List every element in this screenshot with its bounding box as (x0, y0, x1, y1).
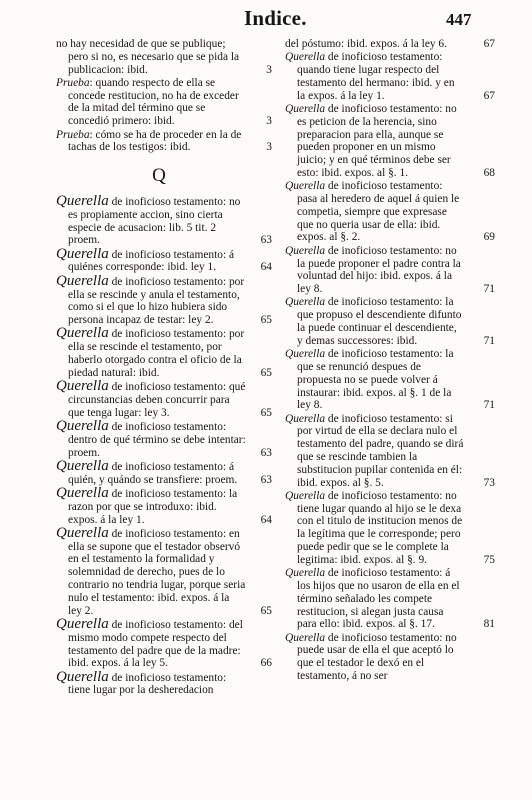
entry-text (56, 420, 246, 459)
entry-body: de inoficioso testamento: no es peticion de la herencia, sino preparacion para ella, aunque se pueden proponer en un mismo juicio; y en qué términos debe ser esto: ibid. expos. al §. 1. (297, 102, 457, 179)
entry-page-number: 3 (266, 141, 272, 154)
entry-body: de inoficioso testamento: si por virtud de ella se declara nulo el testamento del padre, quando se dirá que se rescinde tambien la substitucion pupilar contenida en él: ibid. expos. al §. 5. (297, 412, 464, 489)
entry-lead-word: Querella (56, 615, 109, 632)
entry-page-number: 67 (483, 38, 495, 50)
entry-body: de inoficioso testamento: la que propuso el descendiente difunto la puede continuar el descendiente, y demas successores: ibid. (297, 296, 462, 347)
entry-text (56, 457, 246, 487)
entry-lead-word: Querella (285, 348, 326, 361)
index-entry (285, 348, 493, 412)
entry-page-number: 71 (483, 283, 495, 296)
page-number: 447 (446, 10, 472, 29)
entry-text (56, 245, 246, 275)
index-entry (285, 245, 493, 296)
entry-text (285, 348, 465, 412)
entry-lead-word: Querella (56, 272, 109, 289)
index-entry (56, 457, 274, 487)
index-entry (285, 490, 493, 567)
entry-body: de inoficioso testamento: á los hijos que no usaron de ella en el término señalado les compete restitucion, si alegan justa causa para ello: ibid. expos. al §. 17. (297, 567, 460, 631)
index-entry (56, 245, 274, 275)
entry-page-number: 65 (260, 604, 272, 617)
index-entry (56, 380, 274, 419)
index-entry (56, 38, 274, 76)
entry-lead-word: Querella (56, 325, 109, 342)
entry-text (285, 413, 465, 490)
entry-lead-word: Querella (285, 631, 326, 644)
entry-page-number: 69 (483, 231, 495, 244)
right-q-entries (285, 38, 493, 683)
left-q-entries (56, 192, 274, 697)
entry-lead-word: Querella (56, 457, 109, 474)
entry-text (56, 615, 246, 670)
entry-page-number: 66 (260, 657, 272, 670)
index-entry (56, 487, 274, 526)
entry-lead-word: Querella (285, 244, 326, 257)
entry-lead-word: Querella (285, 180, 326, 193)
entry-page-number: 75 (483, 553, 495, 566)
entry-text (56, 129, 246, 155)
entry-text (56, 272, 246, 327)
entry-page-number: 81 (483, 618, 495, 631)
entry-page-number: 64 (260, 513, 272, 526)
entry-body: de inoficioso testamento: por ella se rescinde y anula el testamento, como si el que lo hizo hubiera sido persona incapaz de testar: ley 2. (68, 275, 245, 327)
entry-page-number: 63 (260, 446, 272, 459)
index-entry (56, 192, 274, 247)
index-entry (56, 524, 274, 618)
entry-lead-word: Querella (56, 378, 109, 395)
index-entry (56, 129, 274, 155)
entry-text (56, 192, 246, 247)
entry-page-number: 67 (483, 89, 495, 102)
entry-lead-word: Querella (56, 418, 109, 435)
entry-body: de inoficioso testamento: á quién, y quándo se transfiere: proem. (68, 460, 238, 486)
index-entry (285, 296, 493, 347)
entry-lead-word: Querella (56, 524, 109, 541)
entry-body: de inoficioso testamento: la que se renunció despues de propuesta no se puede volver á instaurar: ibid. expos. al §. 1 de la ley 8. (297, 348, 454, 412)
entry-body: de inoficioso testamento: tiene lugar por la desheredacion (68, 671, 227, 697)
entry-text (285, 490, 465, 567)
entry-text (285, 51, 465, 102)
entry-body: : quando respecto de ella se concede restitucion, no ha de exceder de la mitad del término que se concedió primero: ibid. (68, 76, 239, 128)
left-column (56, 38, 274, 698)
entry-page-number: 3 (266, 115, 272, 128)
index-entry (56, 668, 274, 698)
entry-body: de inoficioso testamento: quando tiene lugar respecto del testamento del hermano: ibid. y en la expos. á la ley 1. (297, 51, 455, 102)
entry-body: : cómo se ha de proceder en la de tachas de los testigos: ibid. (68, 128, 242, 154)
entry-text (56, 38, 246, 76)
entry-page-number: 64 (260, 261, 272, 274)
entry-lead-word: Querella (285, 296, 326, 309)
entry-body: de inoficioso testamento: pasa al heredero de aquel á quien le competia, siempre que expresase que no queria usar de ella: ibid. expos. al §. 2. (297, 180, 460, 244)
entry-text (56, 380, 246, 419)
entry-page-number: 65 (260, 406, 272, 419)
entry-text (285, 296, 465, 347)
entry-lead-word: Querella (56, 668, 109, 685)
entry-page-number: 65 (260, 314, 272, 327)
index-entry (285, 103, 493, 180)
entry-page-number: 63 (260, 473, 272, 486)
entry-text (285, 180, 465, 244)
entry-text (285, 245, 465, 296)
entry-page-number: 65 (260, 366, 272, 379)
entry-body: de inoficioso testamento: no puede usar de ella el que aceptó lo que el testador le dexó en el testamento, á no ser (297, 631, 457, 683)
index-entry (285, 413, 493, 490)
entry-text (56, 77, 246, 128)
left-top-entries (56, 38, 274, 154)
entry-body: de inoficioso testamento: dentro de qué término se debe intentar: proem. (68, 421, 246, 459)
index-entry (285, 51, 493, 102)
entry-text (285, 38, 465, 51)
entry-lead-word: Prueba (56, 76, 90, 89)
index-entry (285, 38, 493, 51)
entry-page-number: 3 (266, 63, 272, 76)
section-letter: Q (152, 165, 166, 187)
entry-lead-word: Querella (285, 102, 326, 115)
entry-text (56, 487, 246, 526)
entry-body: de inoficioso testamento: del mismo modo compete respecto del testamento del padre que de la madre: ibid. expos. á la ley 5. (68, 618, 243, 670)
index-entry (285, 632, 493, 683)
entry-text (285, 103, 465, 180)
index-entry (56, 327, 274, 379)
entry-page-number: 73 (483, 476, 495, 489)
entry-body: de inoficioso testamento: no es propiamente accion, sino cierta especie de acusacion: lib. 5 tit. 2 proem. (68, 195, 241, 247)
entry-body: de inoficioso testamento: no la puede proponer el padre contra la voluntad del hijo: ibid. expos. á la ley 8. (297, 244, 461, 296)
entry-page-number: 71 (483, 399, 495, 412)
entry-body: no hay necesidad de que se publique; pero si no, es necesario que se pida la publicacion: ibid. (56, 38, 240, 76)
entry-lead-word: Querella (285, 51, 326, 64)
index-entry (56, 272, 274, 327)
entry-text (56, 668, 246, 698)
page-title: Indice. (244, 6, 307, 30)
index-entry (285, 180, 493, 244)
entry-text (285, 632, 465, 683)
entry-lead-word: Querella (285, 489, 326, 502)
entry-page-number: 63 (260, 234, 272, 247)
entry-page-number: 71 (483, 334, 495, 347)
entry-lead-word: Querella (56, 245, 109, 262)
index-entry (56, 420, 274, 459)
entry-lead-word: Querella (56, 485, 109, 501)
entry-text (56, 524, 246, 618)
entry-text (285, 567, 465, 631)
entry-lead-word: Querella (285, 412, 326, 425)
entry-body: de inoficioso testamento: qué circunstancias deben concurrir para que tenga lugar: ley 3. (68, 381, 246, 419)
entry-body: de inoficioso testamento: no tiene lugar quando al hijo se le dexa con el titulo de institucion menos de la legítima que le corresponde; pero puede pedir que se le complete la legitima: ibid. expos. al §. 9. (297, 489, 463, 566)
right-column (285, 38, 493, 683)
index-entry (285, 567, 493, 631)
index-entry (56, 77, 274, 128)
entry-page-number: 68 (483, 166, 495, 179)
index-entry (56, 615, 274, 670)
entry-lead-word: Querella (285, 567, 326, 580)
entry-lead-word: Prueba (56, 128, 90, 141)
entry-body: de inoficioso testamento: por ella se rescinde el testamento, por haberlo otorgado contra el oficio de la piedad natural: ibid. (68, 328, 245, 379)
entry-body: de inoficioso testamento: á quiénes corresponde: ibid. ley 1. (68, 248, 235, 274)
entry-body: de inoficioso testamento: la razon por que se introduxo: ibid. expos. á la ley 1. (68, 488, 238, 526)
entry-body: de inoficioso testamento: en ella se supone que el testador observó en el testamento la formalidad y solemnidad de derecho, pues de lo contrario no tendria lugar, porque seria nulo el testamento: ibid. expos. á la ley 2. (68, 527, 246, 617)
entry-lead-word: Querella (56, 192, 109, 209)
entry-text (56, 327, 246, 379)
entry-body: del póstumo: ibid. expos. á la ley 6. (285, 38, 447, 50)
